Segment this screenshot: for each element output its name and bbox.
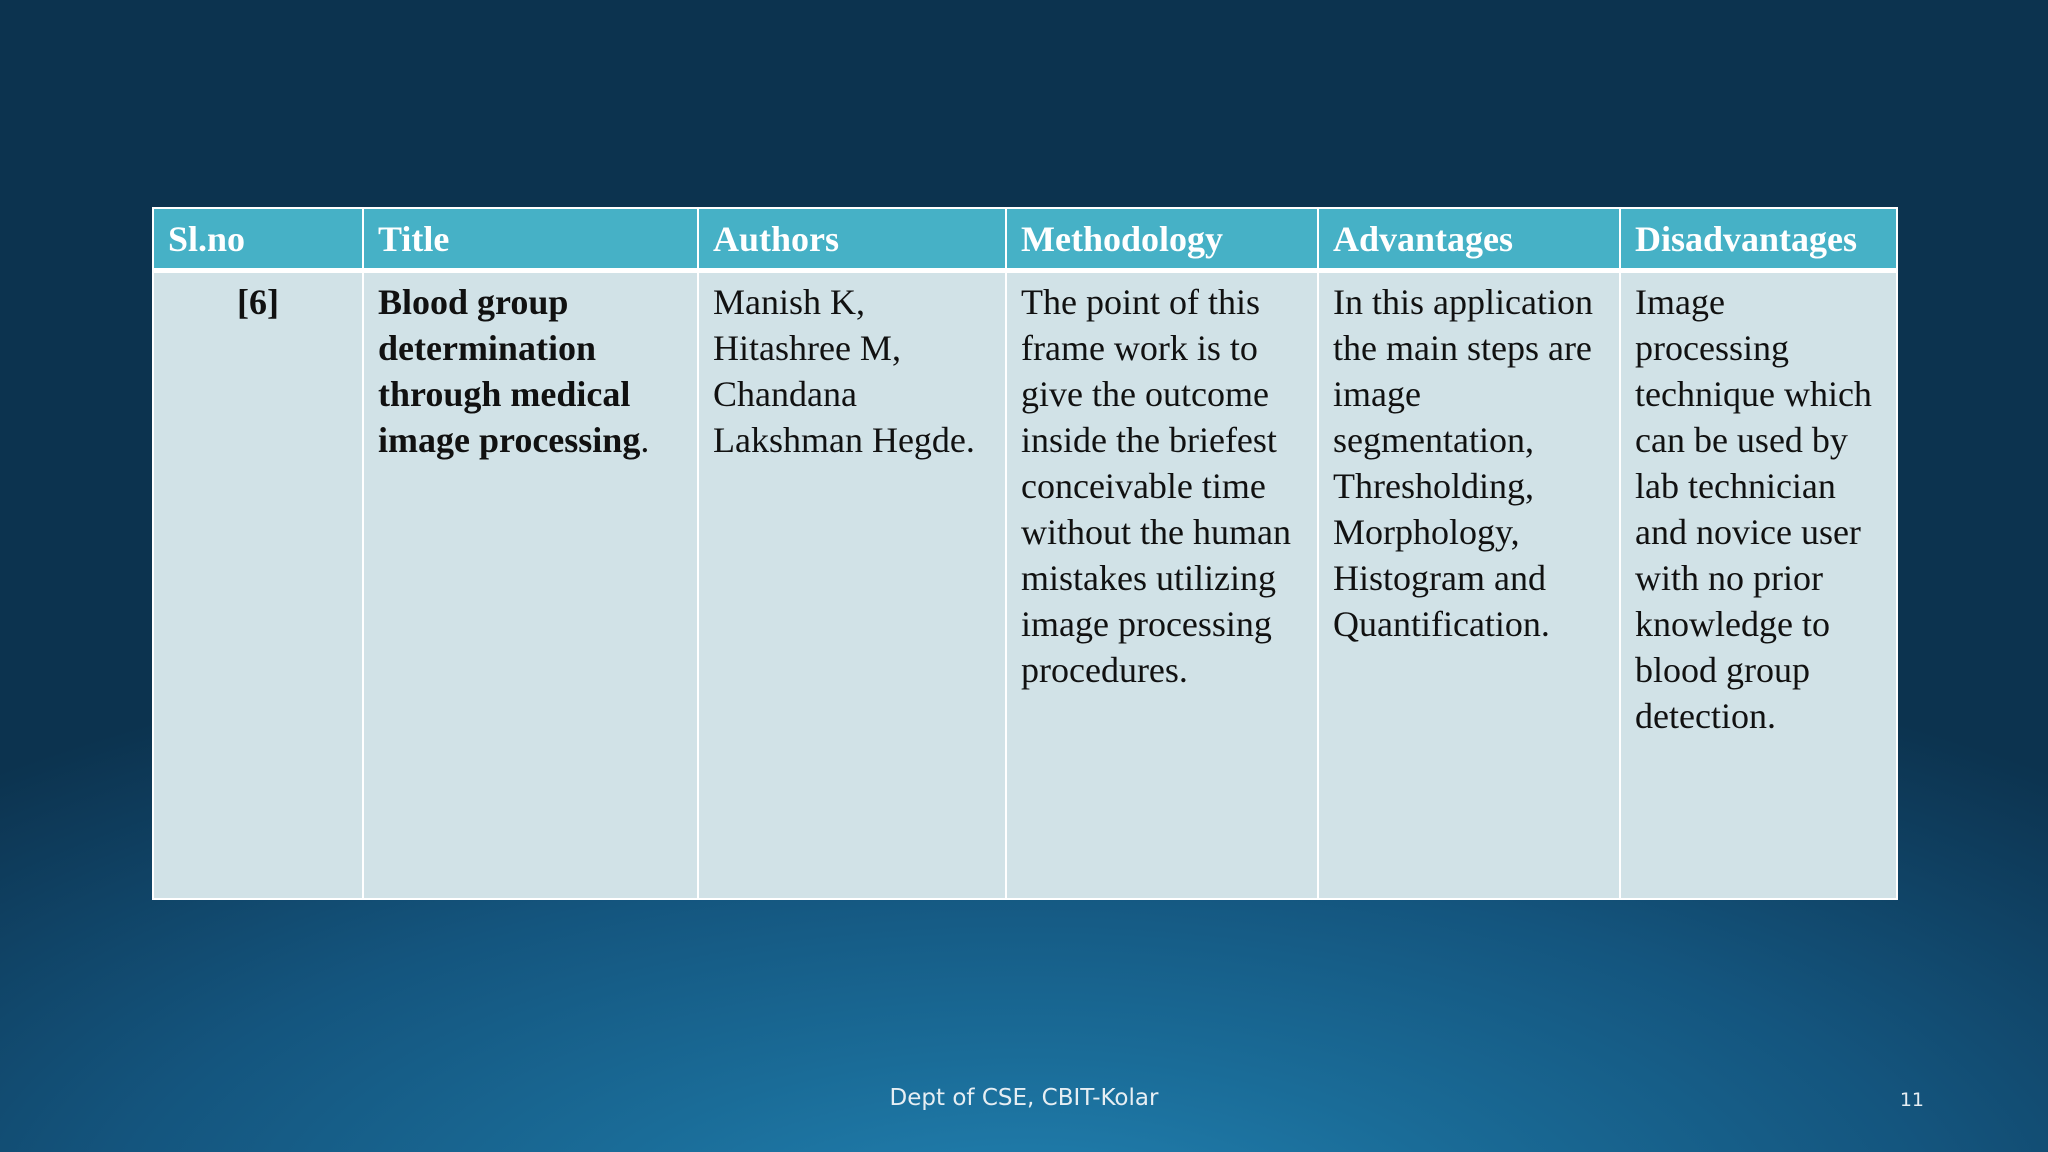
- cell-slno: [6]: [153, 270, 363, 899]
- table-row: [153, 270, 1897, 899]
- header-advantages: Advantages: [1318, 208, 1620, 270]
- cell-authors: Manish K, Hitashree M, Chandana Lakshman Hegde.: [698, 270, 1006, 899]
- header-slno: Sl.no: [153, 208, 363, 270]
- page-number: 11: [1899, 1089, 1924, 1111]
- cell-advantages: In this application the main steps are image segmentation, Thresholding, Morphology, Histogram and Quantification.: [1318, 270, 1620, 899]
- cell-methodology: The point of this frame work is to give the outcome inside the briefest conceivable time without the human mistakes utilizing image processing procedures.: [1006, 270, 1318, 899]
- table-header-row: [153, 208, 1897, 270]
- slide-footer: Dept of CSE, CBIT-Kolar: [889, 1085, 1159, 1111]
- header-authors: Authors: [698, 208, 1006, 270]
- header-disadvantages: Disadvantages: [1620, 208, 1897, 270]
- header-title: Title: [363, 208, 698, 270]
- cell-title-bold: Blood group determination through medical image processing: [378, 281, 641, 460]
- cell-disadvantages: Image processing technique which can be used by lab technician and novice user with no prior knowledge to blood group detection.: [1620, 270, 1897, 899]
- cell-title-suffix: .: [640, 419, 650, 460]
- cell-title: [363, 270, 698, 899]
- literature-survey-table: [152, 207, 1898, 900]
- header-methodology: Methodology: [1006, 208, 1318, 270]
